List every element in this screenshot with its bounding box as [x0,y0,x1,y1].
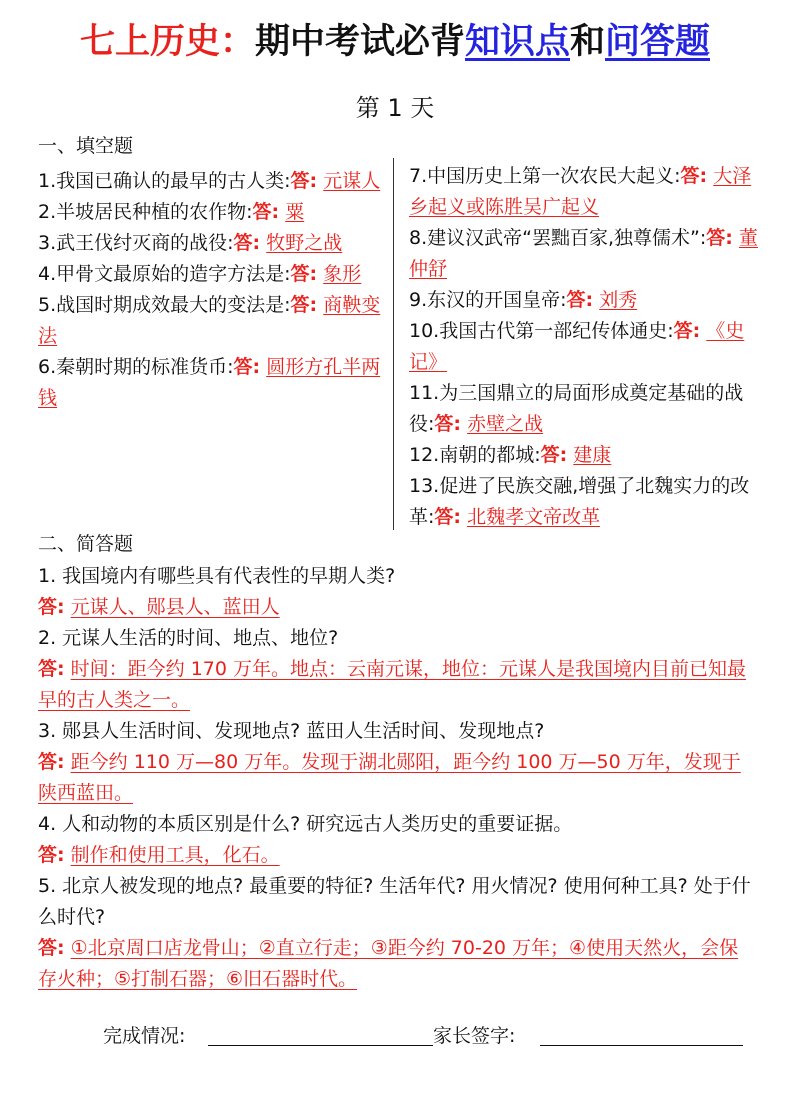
title-part-1: 七上历史： [79,21,255,62]
fill-question: 4.甲骨文最原始的造字方法是: [38,263,291,285]
parent-signature-label: 家长签字: [433,1025,516,1047]
answer-label: 答: [38,751,65,773]
fill-question: 2.半坡居民种植的农作物: [38,201,253,223]
fill-question: 13.促进了民族交融,增强了北魏实力的改革: [409,475,750,528]
answer-label: 答: [38,844,65,866]
fill-answer: 刘秀 [599,289,638,311]
fill-answer: 《史记》 [409,320,745,373]
fill-item [38,228,386,259]
qa-question: 3. 郧县人生活时间、发现地点? 蓝田人生活时间、发现地点? [38,720,545,742]
fill-item [409,471,761,533]
fill-answer: 大泽乡起义或陈胜吴广起义 [409,165,752,218]
fill-question: 9.东汉的开国皇帝: [409,289,567,311]
fill-question: 12.南朝的都城: [409,444,541,466]
fill-answer: 粟 [285,201,305,223]
parent-signature-field-line[interactable] [540,1045,743,1046]
answer-label: 答: [38,937,65,959]
fill-question: 11.为三国鼎立的局面形成奠定基础的战役: [409,382,744,435]
fill-section-heading: 一、填空题 [38,135,134,157]
qa-question: 4. 人和动物的本质区别是什么? 研究远古人类历史的重要证据。 [38,813,573,835]
fill-left-column [38,166,386,414]
qa-question: 2. 元谋人生活的时间、地点、地位? [38,627,339,649]
answer-label: 答: [233,356,261,378]
answer-label: 答: [290,294,318,316]
answer-label: 答: [566,289,594,311]
qa-answer [38,592,754,623]
column-divider [393,158,394,530]
fill-item [409,440,761,471]
answer-label: 答: [706,227,733,249]
answer-label: 答: [540,444,568,466]
qa-section-heading: 二、简答题 [38,533,134,555]
answer-label: 答: [290,263,318,285]
fill-answer: 赤壁之战 [467,413,544,435]
fill-answer: 牧野之战 [266,232,343,254]
answer-label: 答: [434,506,462,528]
fill-answer: 商鞅变法 [38,294,381,347]
qa-answer-text: 距今约 110 万—80 万年。发现于湖北郧阳，距今约 100 万—50 万年，发现于陕西蓝田。 [38,751,741,804]
answer-label: 答: [38,658,65,680]
page-title [0,14,790,70]
qa-answer-text: 制作和使用工具，化石。 [70,844,280,866]
answer-label: 答: [680,165,708,187]
answer-label: 答: [38,596,65,618]
fill-question: 5.战国时期成效最大的变法是: [38,294,291,316]
qa-answer [38,654,754,716]
qa-answer [38,933,754,995]
fill-item [38,197,386,228]
fill-item [409,378,761,440]
qa-answer [38,747,754,809]
title-part-5: 问答题 [605,21,711,62]
fill-question: 7.中国历史上第一次农民大起义: [409,165,681,187]
fill-item [38,290,386,352]
fill-question: 10.我国古代第一部纪传体通史: [409,320,674,342]
title-part-4: 和 [570,21,606,62]
fill-answer: 圆形方孔半两钱 [38,356,381,409]
fill-question: 6.秦朝时期的标准货币: [38,356,234,378]
qa-list [38,561,754,995]
fill-answer: 董仲舒 [409,227,758,280]
qa-answer-text: 元谋人、郧县人、蓝田人 [70,596,280,618]
answer-label: 答: [290,170,318,192]
completion-field-line[interactable] [208,1045,433,1046]
fill-answer: 建康 [573,444,612,466]
answer-label: 答: [673,320,701,342]
fill-item [38,259,386,290]
day-label: 第 1 天 [355,94,435,122]
qa-answer [38,840,754,871]
fill-item [409,161,761,223]
fill-item [409,223,761,285]
answer-label: 答: [252,201,280,223]
qa-question: 5. 北京人被发现的地点? 最重要的特征? 生活年代? 用火情况? 使用何种工具? 处于什么时代? [38,875,751,928]
fill-item [409,316,761,378]
fill-item [38,166,386,197]
fill-question: 8.建议汉武帝“罢黜百家,独尊儒术”: [409,227,707,249]
fill-item [409,285,761,316]
title-part-2: 期中考试必背 [254,21,465,62]
qa-question: 1. 我国境内有哪些具有代表性的早期人类? [38,565,396,587]
fill-answer: 北魏孝文帝改革 [467,506,601,528]
title-part-3: 知识点 [464,21,570,62]
qa-answer-text: 时间：距今约 170 万年。地点：云南元谋，地位：元谋人是我国境内目前已知最早的古人类之一。 [38,658,747,711]
fill-question: 1.我国已确认的最早的古人类: [38,170,291,192]
answer-label: 答: [434,413,462,435]
answer-label: 答: [233,232,261,254]
fill-right-column [409,161,761,533]
fill-item [38,352,386,414]
fill-question: 3.武王伐纣灭商的战役: [38,232,234,254]
qa-answer-text: ①北京周口店龙骨山；②直立行走；③距今约 70-20 万年；④使用天然火，会保存火种；⑤打制石器；⑥旧石器时代。 [38,937,739,990]
completion-label: 完成情况: [103,1025,186,1047]
fill-answer: 象形 [323,263,362,285]
fill-answer: 元谋人 [323,170,381,192]
